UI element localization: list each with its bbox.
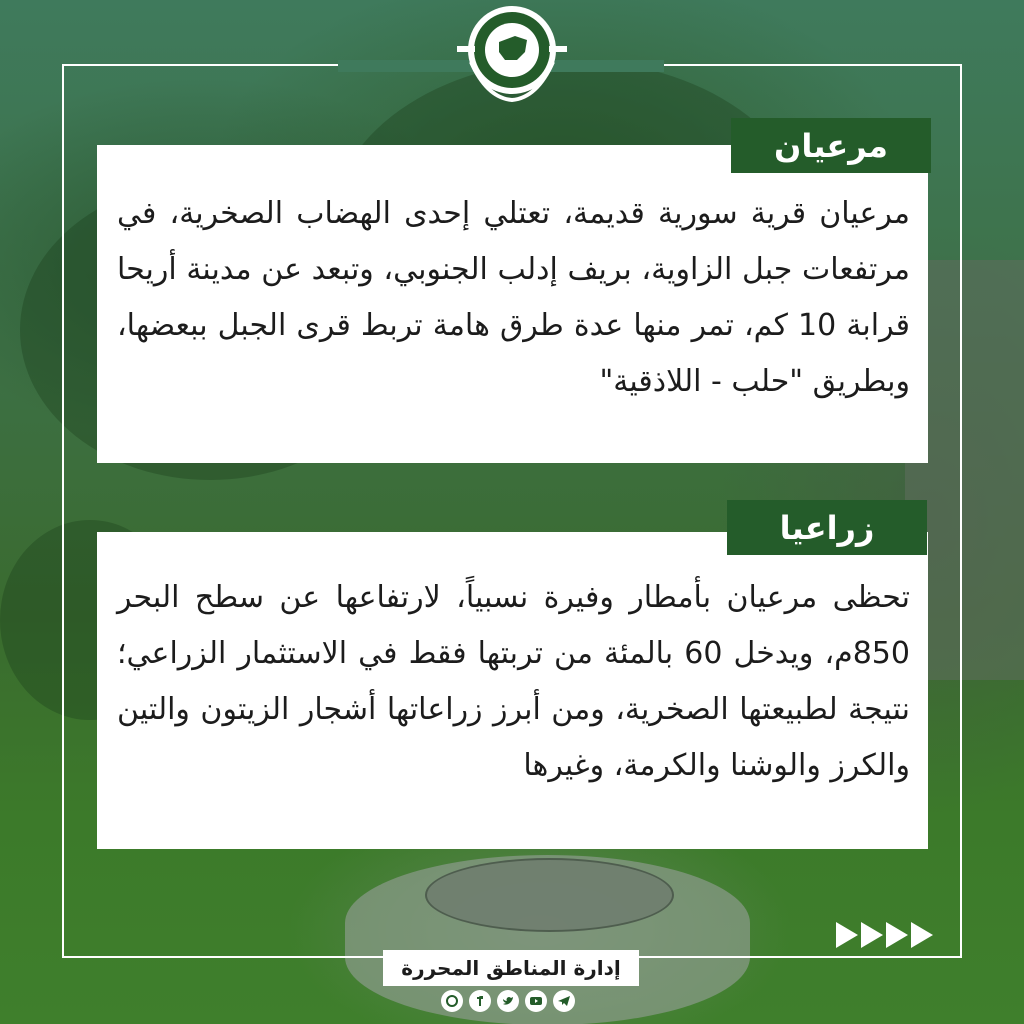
- whatsapp-icon[interactable]: [441, 990, 463, 1012]
- section-1-body: مرعيان قرية سورية قديمة، تعتلي إحدى الهضاب الصخرية، في مرتفعات جبل الزاوية، بريف إدلب الجنوبي، وتبعد عن مدينة أريحا قرابة 10 كم، تمر منها عدة طرق هامة تربط قرى الجبل ببعضها، وبطريق "حلب - اللاذقية": [117, 196, 910, 399]
- arrow-right-icon: [836, 922, 858, 948]
- next-arrows[interactable]: [836, 922, 933, 948]
- facebook-icon[interactable]: [469, 990, 491, 1012]
- footer-label: إدارة المناطق المحررة: [383, 950, 639, 986]
- twitter-icon[interactable]: [497, 990, 519, 1012]
- section-2-body: تحظى مرعيان بأمطار وفيرة نسبياً، لارتفاعها عن سطح البحر 850م، ويدخل 60 بالمئة من تربتها فقط في الاستثمار الزراعي؛ نتيجة لطبيعتها الصخرية، ومن أبرز زراعاتها أشجار الزيتون والتين والكرز والوشنا والكرمة، وغيرها: [117, 580, 910, 783]
- logo-emblem: [457, 2, 567, 106]
- section-2-title: زراعيا: [727, 500, 927, 555]
- section-1-title: مرعيان: [731, 118, 931, 173]
- arrow-right-icon: [886, 922, 908, 948]
- youtube-icon[interactable]: [525, 990, 547, 1012]
- telegram-icon[interactable]: [553, 990, 575, 1012]
- arrow-right-icon: [861, 922, 883, 948]
- arrow-right-icon: [911, 922, 933, 948]
- social-icons: [441, 990, 575, 1012]
